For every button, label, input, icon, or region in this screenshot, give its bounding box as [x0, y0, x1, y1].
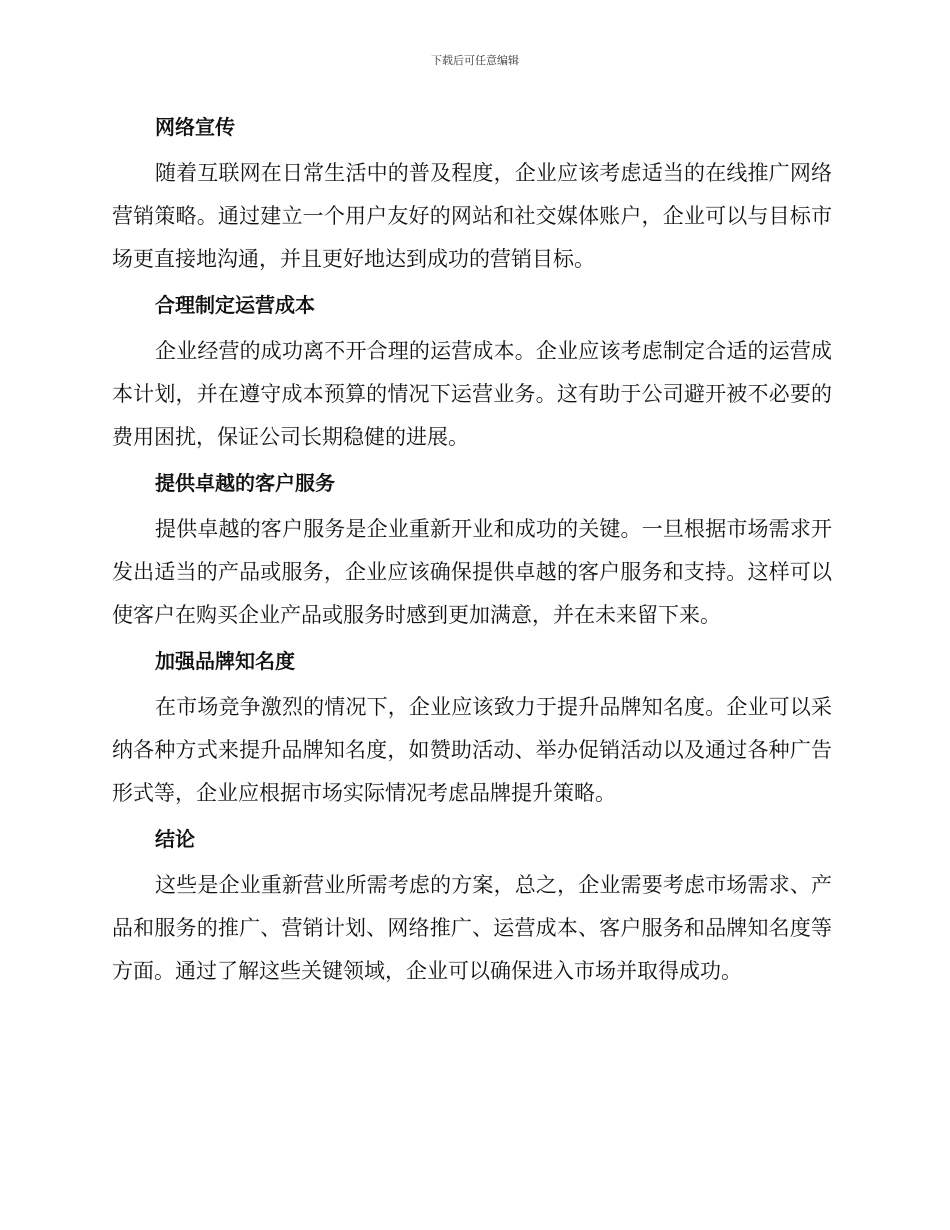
section-heading: 加强品牌知名度: [155, 649, 295, 673]
section-heading: 网络宣传: [155, 115, 235, 139]
document-body: [112, 108, 832, 998]
section-paragraph: 提供卓越的客户服务是企业重新开业和成功的关键。一旦根据市场需求开发出适当的产品或服务，企业应该确保提供卓越的客户服务和支持。这样可以使客户在购买企业产品或服务时感到更加满意，并在未来留下来。: [112, 517, 832, 627]
section-brand-awareness: [112, 642, 832, 815]
section-paragraph: 这些是企业重新营业所需考虑的方案，总之，企业需要考虑市场需求、产品和服务的推广、营销计划、网络推广、运营成本、客户服务和品牌知名度等方面。通过了解这些关键领域，企业可以确保进入市场并取得成功。: [112, 873, 832, 983]
section-paragraph: 企业经营的成功离不开合理的运营成本。企业应该考虑制定合适的运营成本计划，并在遵守成本预算的情况下运营业务。这有助于公司避开被不必要的费用困扰，保证公司长期稳健的进展。: [112, 339, 832, 449]
section-paragraph: 随着互联网在日常生活中的普及程度，企业应该考虑适当的在线推广网络营销策略。通过建立一个用户友好的网站和社交媒体账户，企业可以与目标市场更直接地沟通，并且更好地达到成功的营销目标。: [112, 161, 832, 271]
section-customer-service: [112, 464, 832, 637]
section-heading: 结论: [155, 827, 195, 851]
section-conclusion: [112, 820, 832, 993]
section-online-promotion: [112, 108, 832, 281]
section-operating-cost: [112, 286, 832, 459]
section-paragraph: 在市场竞争激烈的情况下，企业应该致力于提升品牌知名度。企业可以采纳各种方式来提升品牌知名度，如赞助活动、举办促销活动以及通过各种广告形式等，企业应根据市场实际情况考虑品牌提升策略。: [112, 695, 832, 805]
page-header: 下载后可任意编辑: [431, 54, 519, 67]
section-heading: 合理制定运营成本: [155, 293, 315, 317]
section-heading: 提供卓越的客户服务: [155, 471, 335, 495]
